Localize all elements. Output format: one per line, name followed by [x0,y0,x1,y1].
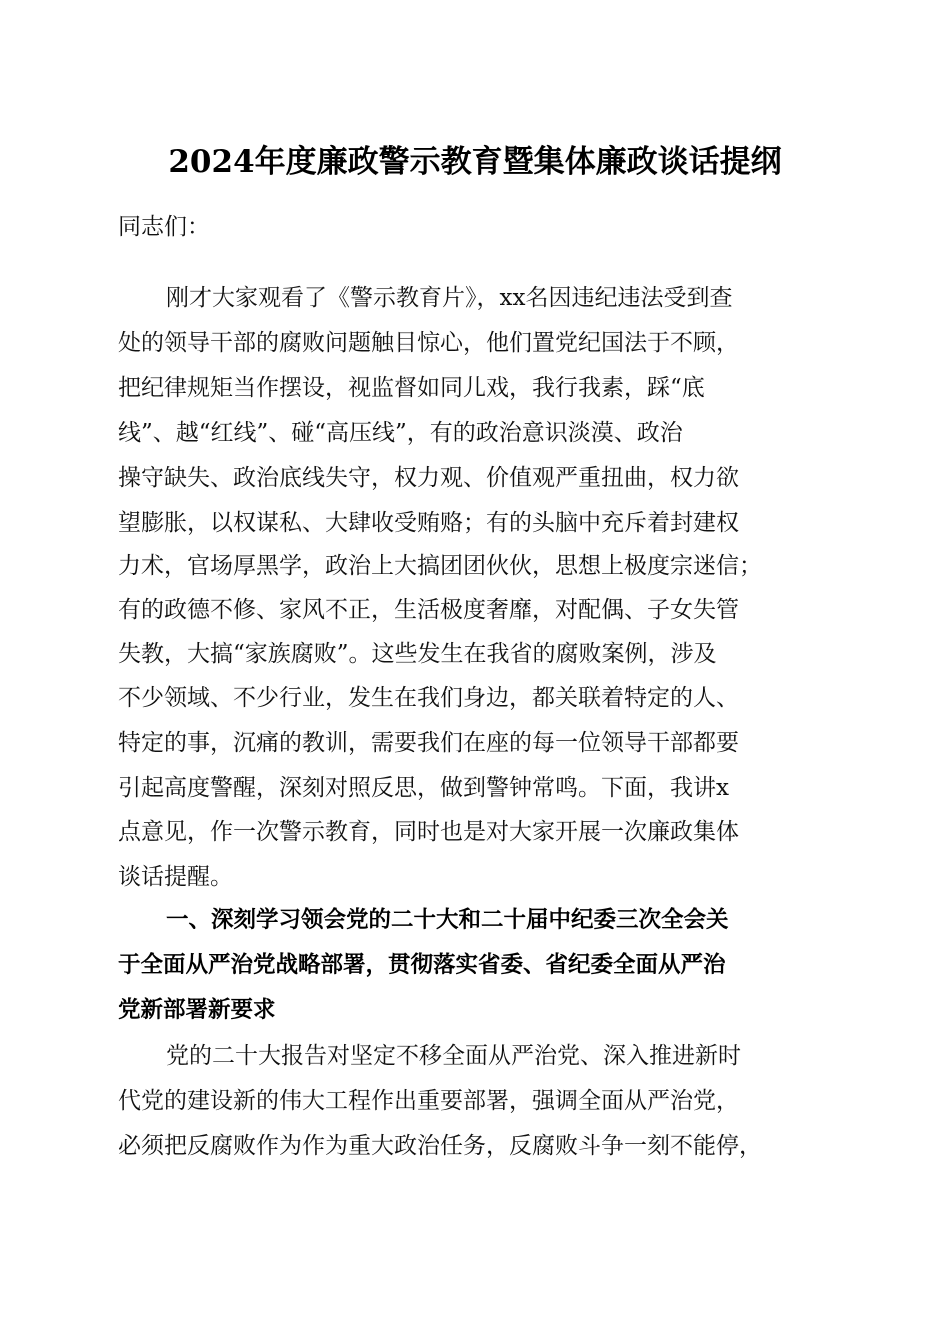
intro-line: 有的政德不修、家风不正，生活极度奢靡，对配偶、子女失管 [118,597,739,623]
intro-line: 把纪律规矩当作摆设，视监督如同儿戏，我行我素，踩“底 [118,375,705,401]
intro-line: 望膨胀，以权谋私、大肆收受贿赂；有的头脑中充斥着封建权 [118,510,739,536]
intro-line: 特定的事，沉痛的教训，需要我们在座的每一位领导干部都要 [118,730,739,756]
intro-line: 点意见，作一次警示教育，同时也是对大家开展一次廉政集体 [118,819,739,845]
section-body-line: 必须把反腐败作为作为重大政治任务，反腐败斗争一刻不能停， [118,1133,762,1159]
intro-line: 力术，官场厚黑学，政治上大搞团团伙伙，思想上极度宗迷信； [118,553,762,579]
intro-line: 刚才大家观看了《警示教育片》，xx名因违纪违法受到查 [166,285,733,311]
section-body-line: 代党的建设新的伟大工程作出重要部署，强调全面从严治党， [118,1088,739,1114]
intro-line: 线”、越“红线”、碰“高压线”，有的政治意识淡漠、政治 [118,420,683,446]
intro-line: 引起高度警醒，深刻对照反思，做到警钟常鸣。下面，我讲x [118,775,729,801]
section-heading-line: 党新部署新要求 [118,997,276,1023]
intro-line: 操守缺失、政治底线失守，权力观、价值观严重扭曲，权力欲 [118,465,739,491]
intro-line: 失教，大搞“家族腐败”。这些发生在我省的腐败案例，涉及 [118,641,717,667]
intro-line: 不少领域、不少行业，发生在我们身边，都关联着特定的人、 [118,685,739,711]
salutation: 同志们： [118,214,210,240]
document-title: 2024年度廉政警示教育暨集体廉政谈话提纲 [168,144,782,180]
intro-line: 处的领导干部的腐败问题触目惊心，他们置党纪国法于不顾， [118,330,739,356]
intro-line: 谈话提醒。 [118,864,233,890]
section-heading-line: 一、深刻学习领会党的二十大和二十届中纪委三次全会关 [166,907,729,933]
section-body-line: 党的二十大报告对坚定不移全面从严治党、深入推进新时 [166,1043,741,1069]
section-heading-line: 于全面从严治党战略部署，贯彻落实省委、省纪委全面从严治 [118,952,726,978]
